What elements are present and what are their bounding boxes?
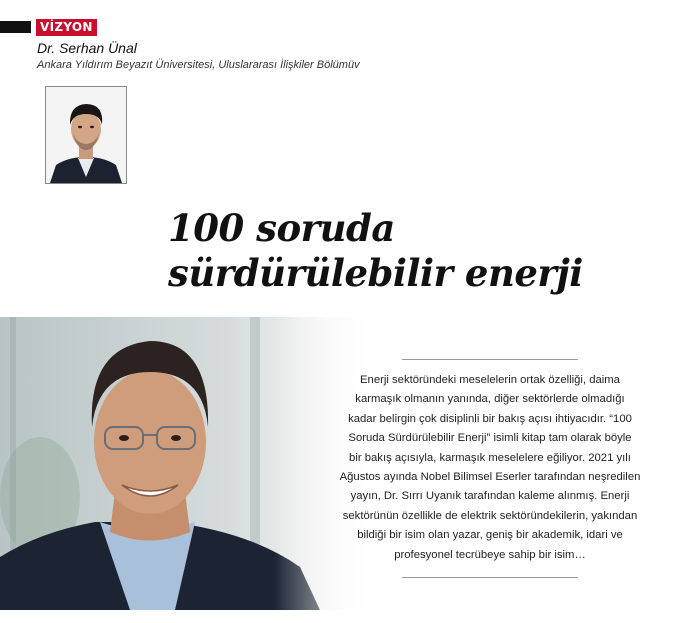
section-tag: VİZYON — [36, 19, 97, 36]
body-line: karmaşık olmanın yanında, diğer sektörlerde olmadığı — [355, 393, 625, 406]
body-line: bildiği bir isim olan yazar, geniş bir akademik, idari ve — [357, 529, 623, 542]
section-marker-bar — [0, 21, 31, 33]
body-line: Ağustos ayında Nobel Bilimsel Eserler tarafından neşredilen — [339, 471, 641, 484]
body-line: yayın, Dr. Sırrı Uyanık tarafından kaleme alınmış. Enerji — [350, 490, 630, 503]
body-line: profesyonel tecrübeye sahip bir isim… — [394, 548, 586, 561]
title-line-2: sürdürülebilir enerji — [168, 251, 583, 295]
body-line: Enerji sektöründeki meselelerin ortak özelliği, daima — [360, 374, 620, 386]
author-affiliation: Ankara Yıldırım Beyazıt Üniversitesi, Uluslararası İlişkiler Bölümüv — [37, 59, 360, 71]
article-body — [320, 371, 660, 565]
article-title — [168, 206, 583, 296]
bottom-divider — [402, 577, 578, 578]
title-line-1: 100 soruda — [168, 206, 395, 250]
top-divider — [402, 359, 578, 360]
body-line: kadar belirgin çok disiplinli bir bakış açısı ihtiyacıdır. “100 — [348, 412, 632, 425]
author-name: Dr. Serhan Ünal — [37, 40, 137, 56]
body-line: sektörünün özellikle de elektrik sektöründekilerin, yakından — [342, 509, 638, 522]
body-line: Soruda Sürdürülebilir Enerji” isimli kitap tam olarak böyle — [348, 432, 632, 445]
author-photo — [45, 86, 127, 184]
body-line: bir bakış açısıyla, karmaşık meselelere eğiliyor. 2021 yılı — [349, 451, 631, 464]
